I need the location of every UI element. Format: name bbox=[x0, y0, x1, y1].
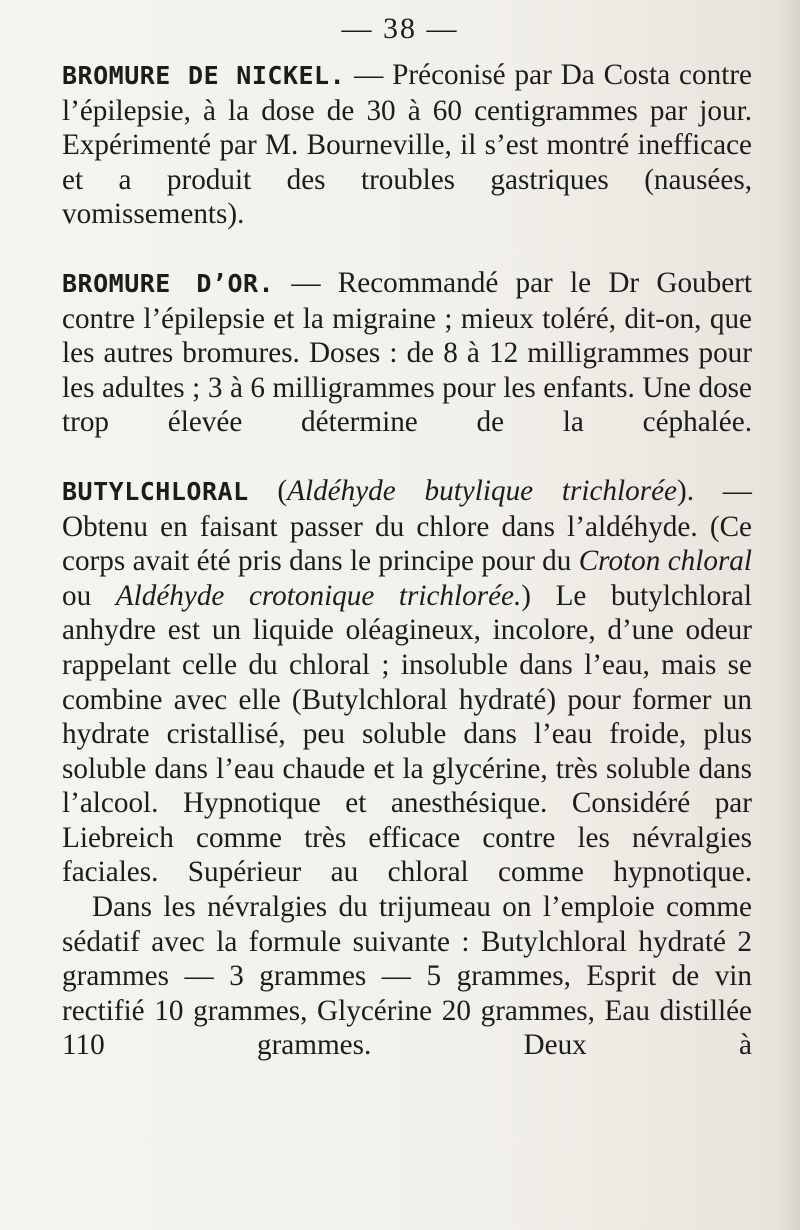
entry-italic: Aldéhyde butylique trichlorée bbox=[287, 474, 677, 507]
entry-heading: BROMURE D’OR. bbox=[62, 268, 275, 298]
entry-text: ). — Obtenu en faisant passer du chlore dans l’aldéhyde. (Ce corps avait été pris dans le principe pour du bbox=[62, 474, 752, 578]
page-body bbox=[62, 58, 752, 1063]
entry-text: ou bbox=[62, 579, 116, 612]
entry-italic: Aldéhyde crotonique trichlorée. bbox=[115, 579, 522, 612]
entry-butylchloral-paragraph-2: Dans les névralgies du trijumeau on l’emploie comme sédatif avec la formule suivante : Butylchloral hydraté 2 grammes — 3 grammes — 5 grammes, Esprit de vin rectifié 10 grammes, Glycérine 20 grammes, Eau distillée 110 grammes. Deux à bbox=[62, 891, 752, 1062]
page-number: — 38 — bbox=[341, 12, 459, 45]
entry-bromure-de-nickel bbox=[62, 58, 752, 232]
entry-text: — Préconisé par Da Costa contre l’épilepsie, à la dose de 30 à 60 centigrammes par jour. Expérimenté par M. Bourneville, il s’est montré inefficace et a produit des troubles gastriques (nausées, vomissements). bbox=[62, 59, 752, 231]
entry-text: ) Le butylchloral anhydre est un liquide oléagineux, incolore, d’une odeur rappelant celle du chloral ; insoluble dans l’eau, mais se combine avec elle (Butylchloral hydraté) pour former un hydrate cristallisé, peu soluble dans l’eau froide, plus soluble dans l’eau chaude et la glycérine, très soluble dans l’alcool. Hypnotique et anesthésique. Considéré par Liebreich comme très efficace contre les névralgies faciales. Supérieur au chloral comme hypnotique. bbox=[62, 579, 752, 889]
entry-italic: Croton chloral bbox=[578, 545, 753, 578]
entry-text: — Recommandé par le Dr Goubert contre l’épilepsie et la migraine ; mieux toléré, dit-on, que les autres bromures. Doses : de 8 à 12 milligrammes pour les adultes ; 3 à 6 milligrammes pour les enfants. Une dose trop élevée détermine de la céphalée. bbox=[62, 266, 753, 439]
entry-bromure-d-or bbox=[62, 266, 752, 440]
entry-text: ( bbox=[248, 474, 288, 507]
entry-butylchloral bbox=[62, 474, 752, 890]
entry-heading: BROMURE DE NICKEL. bbox=[62, 61, 346, 90]
entry-heading: BUTYLCHLORAL bbox=[62, 476, 249, 506]
